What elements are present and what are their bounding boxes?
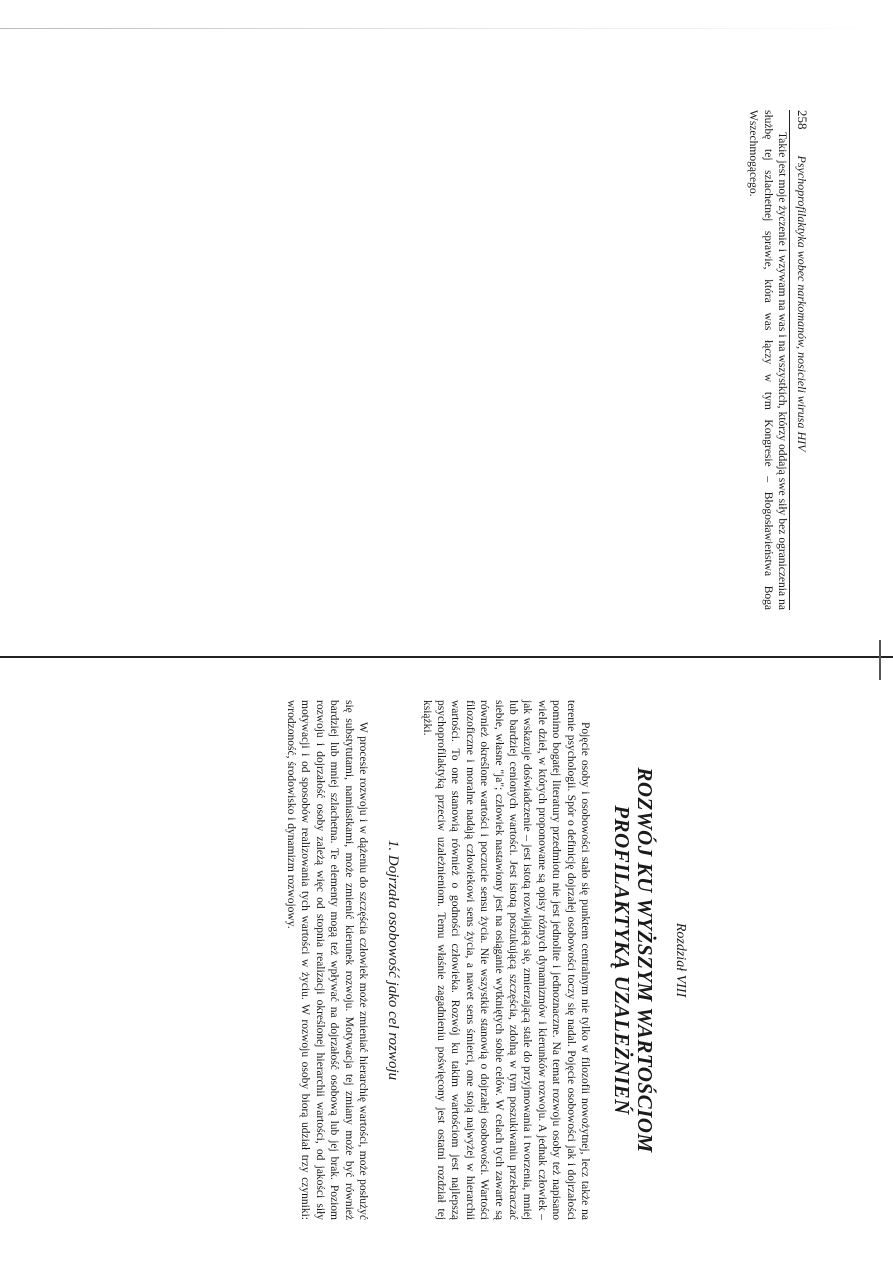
chapter-label: Rozdział VIII — [673, 922, 688, 998]
page-number: 258 — [795, 110, 810, 130]
chapter-title — [610, 700, 656, 1220]
running-title: Psychoprofilaktyka wobec narkomanów, nosicieli wirusa HIV — [795, 155, 809, 452]
closing-paragraph: Takie jest moje życzenie i wzywam na was i na wszystkich, którzy oddają swe siły bez ograniczenia na służbę tej szlachetnej sprawie, która was łączy w tym Kongresie – Błogosławieństwa Boga Wszechmogącego. — [747, 110, 788, 610]
page-divider-line — [0, 656, 893, 658]
section-paragraph: W procesie rozwoju i w dążeniu do szczęścia człowiek może zmieniać hierarchię wartości, może posłużyć się substytutami, namiastkami, może zmienić kierunek rozwoju. Motywacja tej zmiany może być również bardziej lub mniej szlachetna. Te elementy mogą też wpływać na dojrzałość osobową lub jej brak. Poziom rozwoju i dojrzałość osoby zależą więc od stopnia realizacji określonej hierarchii wartości, od jakości siły motywacji i od sposobów realizowania tych wartości w życiu. W rozwoju osoby biorą udział trzy czynniki: wrodzoność, środowisko i dynamizm rozwojowy. — [285, 700, 370, 1220]
section-title: 1. Dojrzała osobowość jako cel rozwoju — [385, 839, 402, 1081]
binding-mark — [879, 640, 881, 680]
right-page — [284, 700, 688, 1220]
intro-paragraph: Pojęcie osoby i osobowości stało się punktem centralnym nie tylko w filozofii nowożytnej, lecz także na terenie psychologii. Spór o definicję dojrzałej osobowości toczy się nadal. Pojęcie osobowości jak i dojrzałości pomimo bogatej literatury przedmiotu nie jest jednolite i jednoznaczne. Na temat rozwoju osoby też napisano wiele dzieł, w których proponowane są opisy różnych dynamizmów i kierunków rozwoju. A jednak człowiek – jak wskazuje doświadczenie – jest istotą rozwijającą się, zmierzającą stale do przyjmowania i tworzenia, mniej lub bardziej cenionych wartości. Jest istotą poszukującą szczęścia, zdolną w tym poszukiwaniu przekraczać siebie, własne "ja"; człowiek nastawiony jest na osiąganie wytkniętych sobie celów. W celach tych zawarte są również określone wartości i poczucie sensu życia. Nie wszystkie stanowią o dojrzałej osobowości. Wartości filozoficzne i moralne nadają człowiekowi sens życia, a nawet sens śmierci, one stoją najwyżej w hierarchii wartości. To one stanowią również o godności człowieka. Rozwój ku takim wartościom jest najlepszą psychoprofilaktyką przeciw uzależnieniom. Temu właśnie zagadnieniu poświęcony jest ostatni rozdział tej książki. — [420, 700, 591, 1220]
scan-edge-line — [0, 28, 893, 29]
running-head — [789, 110, 810, 610]
left-page — [746, 110, 810, 610]
chapter-title-line-2: PROFILAKTYKĄ UZALEŻNIEŃ — [610, 805, 634, 1115]
chapter-title-line-1: ROZWÓJ KU WYŻSZYM WARTOŚCIOM — [633, 767, 657, 1153]
